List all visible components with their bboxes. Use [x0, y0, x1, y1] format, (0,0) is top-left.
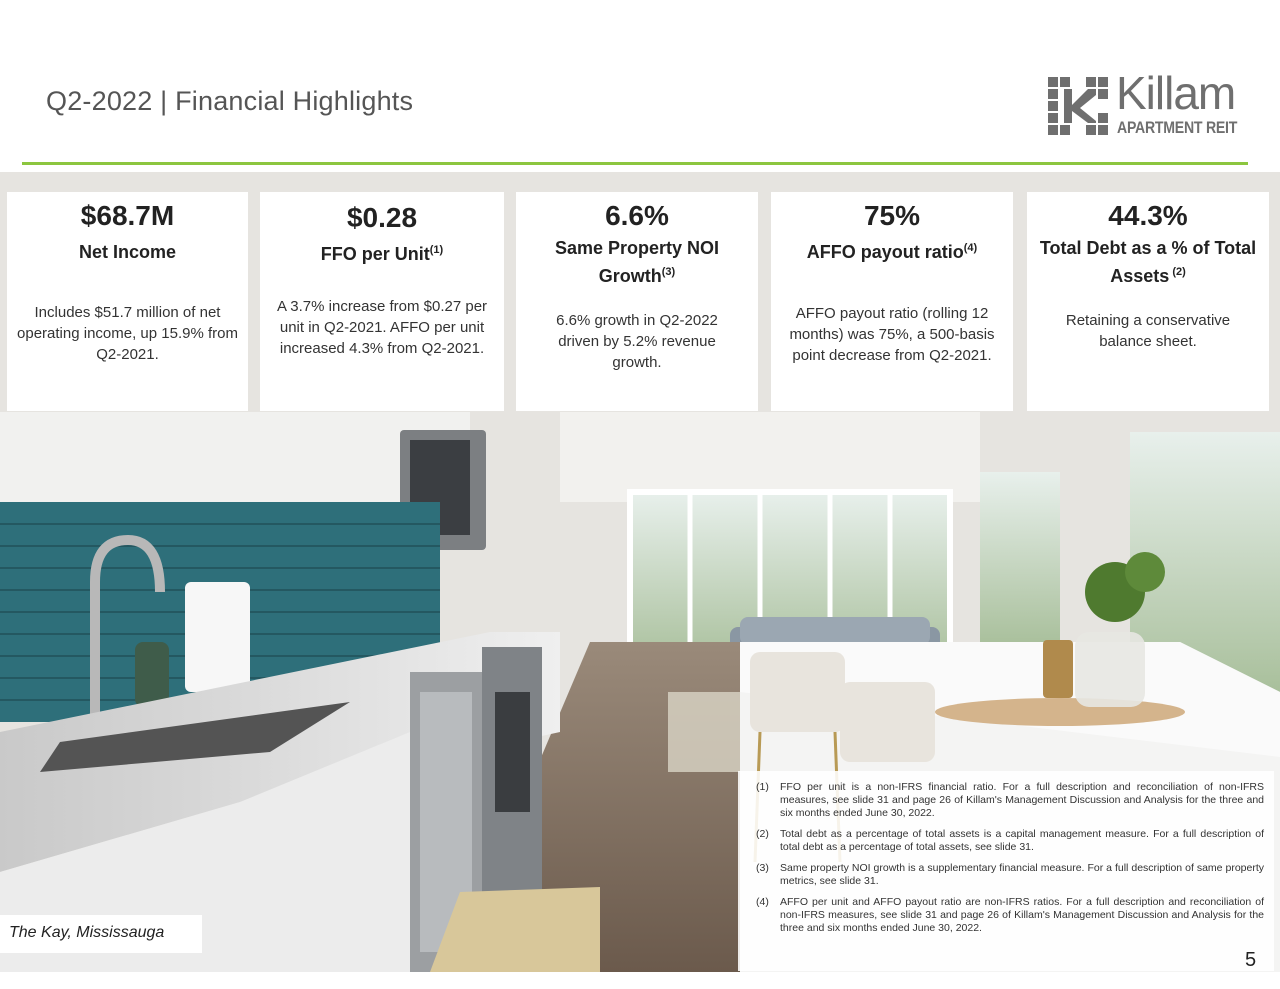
footnote-text: Same property NOI growth is a supplementary financial measure. For a full description of same property metrics, see slide 31.: [780, 862, 1264, 887]
killam-logo-icon: [1046, 75, 1110, 137]
page-number: 5: [1245, 949, 1257, 971]
metric-label: Same Property NOI Growth$^{(3)}$: [554, 238, 720, 286]
page-title: Q2-2022 | Financial Highlights: [46, 86, 414, 116]
metric-value: $0.28: [346, 202, 418, 233]
metric-description: A 3.7% increase from $0.27 per unit in Q2-2021. AFFO per unit increased 4.3% from Q2-2021.: [276, 298, 488, 357]
metric-label: Total Debt as a % of Total Assets $^{(2)}$: [1039, 238, 1257, 286]
photo-caption: The Kay, Mississauga: [0, 915, 202, 953]
killam-logo: [1046, 67, 1251, 140]
footnote-item: [748, 828, 1264, 854]
footnote-number: (4): [756, 896, 769, 908]
footnote-item: [748, 862, 1264, 888]
footnote-text: FFO per unit is a non-IFRS financial ratio. For a full description and reconciliation of non-IFRS measures, see slide 31 and page 26 of Killam's Management Discussion and Analysis for the three and six months ended June 30, 2022.: [780, 781, 1264, 819]
metric-value: 75%: [863, 200, 921, 231]
footnote-item: [748, 781, 1264, 820]
metric-label: Net Income: [78, 242, 177, 262]
footnotes-panel: [738, 771, 1274, 971]
logo-wordmark: Killam: [1116, 67, 1236, 119]
metric-label: FFO per Unit$^{(1)}$: [320, 244, 444, 264]
logo-subtitle: APARTMENT REIT: [1117, 118, 1238, 137]
metric-description: 6.6% growth in Q2-2022 driven by 5.2% revenue growth.: [556, 312, 718, 371]
footnote-item: [748, 896, 1264, 935]
footnote-text: Total debt as a percentage of total assets is a capital management measure. For a full description of total debt as a percentage of total assets, see slide 31.: [780, 828, 1264, 853]
metric-card-total-debt: [1027, 192, 1269, 411]
footnote-number: (1): [756, 781, 769, 793]
footnote-number: (3): [756, 862, 769, 874]
metric-label: AFFO payout ratio$^{(4)}$: [806, 242, 978, 262]
footnote-number: (2): [756, 828, 769, 840]
metric-value: 6.6%: [605, 200, 669, 231]
header-divider: [22, 162, 1248, 165]
metric-value: 44.3%: [1108, 200, 1188, 231]
metric-card-net-income: [7, 192, 248, 411]
metric-description: AFFO payout ratio (rolling 12 months) was 75%, a 500-basis point decrease from Q2-2021.: [789, 305, 995, 364]
metric-card-ffo-per-unit: [260, 192, 504, 411]
metric-description: Retaining a conservative balance sheet.: [1065, 312, 1231, 350]
footnote-text: AFFO per unit and AFFO payout ratio are non-IFRS ratios. For a full description and reconciliation of non-IFRS measures, see slide 31 and page 26 of Killam's Management Discussion and Analysis for the three and six months ended June 30, 2022.: [780, 896, 1264, 934]
metric-card-affo-payout: [771, 192, 1013, 411]
metric-value: $68.7M: [80, 200, 175, 231]
metric-card-same-property-noi: [516, 192, 758, 411]
metric-description: Includes $51.7 million of net operating income, up 15.9% from Q2-2021.: [17, 304, 238, 363]
